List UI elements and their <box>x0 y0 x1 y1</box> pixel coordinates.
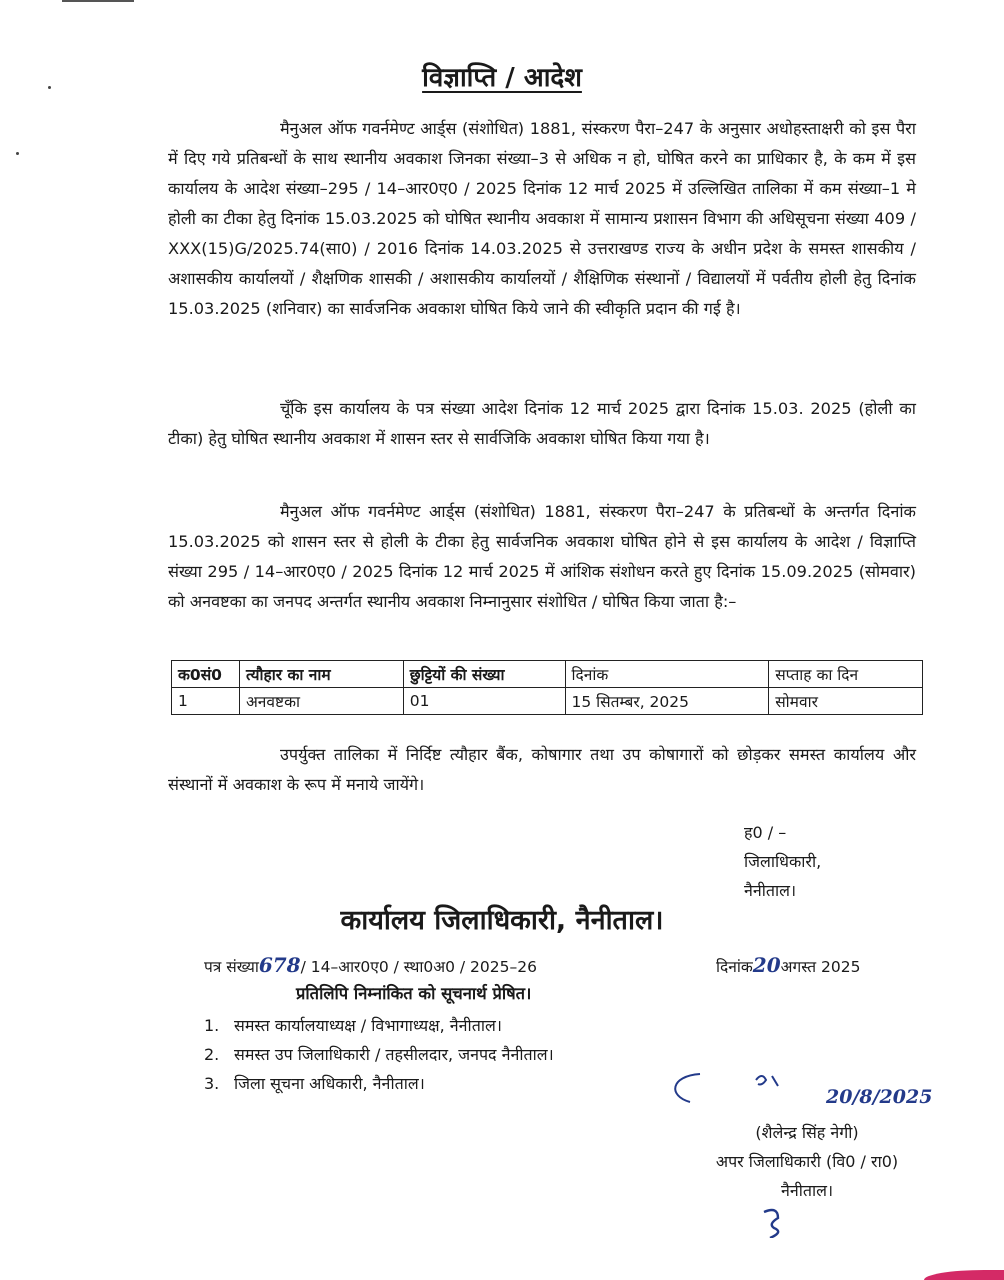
letter-suffix: / 14–आर0ए0 / स्था0अ0 / 2025–26 <box>300 958 537 976</box>
paragraph-2: चूँकि इस कार्यालय के पत्र संख्या आदेश दिनांक 12 मार्च 2025 द्वारा दिनांक 15.03. 2025 (होली का टीका) हेतु घोषित स्थानीय अवकाश में शासन स्तर से सार्वजिकि अवकाश घोषित किया गया है। <box>168 399 916 448</box>
cell-holiday-count: 01 <box>403 688 565 715</box>
adm-signature-block <box>672 1118 942 1205</box>
adm-designation: अपर जिलाधिकारी (वि0 / रा0) <box>715 1152 899 1171</box>
scan-speck <box>16 152 19 155</box>
paragraph-4: उपर्युक्त तालिका में निर्दिष्ट त्यौहार बैंक, कोषागार तथा उप कोषागारों को छोड़कर समस्त कार्यालय और संस्थानों में अवकाश के रूप में मनाये जायेंगे। <box>168 745 916 794</box>
adm-place: नैनीताल। <box>780 1181 834 1200</box>
table-row <box>172 688 923 715</box>
corner-mark <box>924 1270 1004 1280</box>
cell-date: 15 सितम्बर, 2025 <box>565 688 769 715</box>
paragraph-3: मैनुअल ऑफ गवर्नमेण्ट आर्ड्स (संशोधित) 1881, संस्करण पैरा–247 के प्रतिबन्धों के अन्तर्गत दिनांक 15.03.2025 को शासन स्तर से होली के टीका हेतु सार्वजनिक अवकाश घोषित होने से इस कार्यालय के आदेश / विज्ञाप्ति संख्या 295 / 14–आर0ए0 / 2025 दिनांक 12 मार्च 2025 में आंशिक संशोधन करते हुए दिनांक 15.09.2025 (सोमवार) को अनवष्टका का जनपद अन्तर्गत स्थानीय अवकाश निम्नानुसार संशोधित / घोषित किया जाता है:– <box>168 502 916 611</box>
letter-number <box>204 953 537 977</box>
holiday-table <box>171 660 923 715</box>
list-item: 1. समस्त कार्यालयाध्यक्ष / विभागाध्यक्ष, नैनीताल। <box>204 1016 502 1035</box>
top-scan-line <box>62 0 134 2</box>
header-date: दिनांक <box>565 661 769 688</box>
handwritten-letter-no: 678 <box>258 953 301 977</box>
date-prefix: दिनांक <box>716 958 753 976</box>
list-item: 2. समस्त उप जिलाधिकारी / तहसीलदार, जनपद नैनीताल। <box>204 1045 554 1064</box>
header-weekday: सप्ताह का दिन <box>769 661 923 688</box>
dm-place: नैनीताल। <box>744 881 797 900</box>
letter-date <box>716 953 860 977</box>
office-heading: कार्यालय जिलाधिकारी, नैनीताल। <box>340 905 664 936</box>
cell-serial: 1 <box>172 688 240 715</box>
header-serial: क0सं0 <box>172 661 240 688</box>
initial-scribble-icon <box>756 1204 796 1238</box>
paragraph-1: मैनुअल ऑफ गवर्नमेण्ट आर्ड्स (संशोधित) 1881, संस्करण पैरा–247 के अनुसार अधोहस्ताक्षरी को इस पैरा में दिए गये प्रतिबन्धों के साथ स्थानीय अवकाश जिनका संख्या–3 से अधिक न हो, घोषित करने का प्राधिकार है, के कम में इस कार्यालय के आदेश संख्या–295 / 14–आर0ए0 / 2025 दिनांक 12 मार्च 2025 में उल्लिखित तालिका में कम संख्या–1 मे होली का टीका हेतु दिनांक 15.03.2025 को घोषित स्थानीय अवकाश में सामान्य प्रशासन विभाग की अधिसूचना संख्या 409 / XXX(15)G/2025.74(सा0) / 2016 दिनांक 14.03.2025 से उत्तराखण्ड राज्य के अधीन प्रदेश के समस्त शासकीय / अशासकीय कार्यालयों / शैक्षणिक शासकी / अशासकीय कार्यालयों / शैक्षिणिक संस्थानों / विद्यालयों में पर्वतीय होली हेतु दिनांक 15.03.2025 (शनिवार) का सार्वजनिक अवकाश घोषित किये जाने की स्वीकृति प्रदान की गई है। <box>168 119 916 318</box>
header-holiday-count: छुट्टियों की संख्या <box>403 661 565 688</box>
cell-weekday: सोमवार <box>769 688 923 715</box>
table-header-row <box>172 661 923 688</box>
distribution-list <box>204 1011 554 1098</box>
handwritten-date: 20/8/2025 <box>826 1086 933 1108</box>
notice-title: विज्ञाप्ति / आदेश <box>422 63 582 93</box>
signed-mark: ह0 / – <box>744 823 787 842</box>
dm-signature-block <box>744 818 821 905</box>
header-festival: त्यौहार का नाम <box>239 661 403 688</box>
adm-name: (शैलेन्द्र सिंह नेगी) <box>755 1123 859 1142</box>
copy-heading: प्रतिलिपि निम्नांकित को सूचनार्थ प्रेषित। <box>296 984 532 1003</box>
dm-designation: जिलाधिकारी, <box>744 852 822 871</box>
handwritten-day: 20 <box>752 953 781 977</box>
cell-festival: अनवष्टका <box>239 688 403 715</box>
letter-prefix: पत्र संख्या <box>204 958 259 976</box>
date-suffix: अगस्त 2025 <box>780 958 861 976</box>
list-item: 3. जिला सूचना अधिकारी, नैनीताल। <box>204 1074 425 1093</box>
